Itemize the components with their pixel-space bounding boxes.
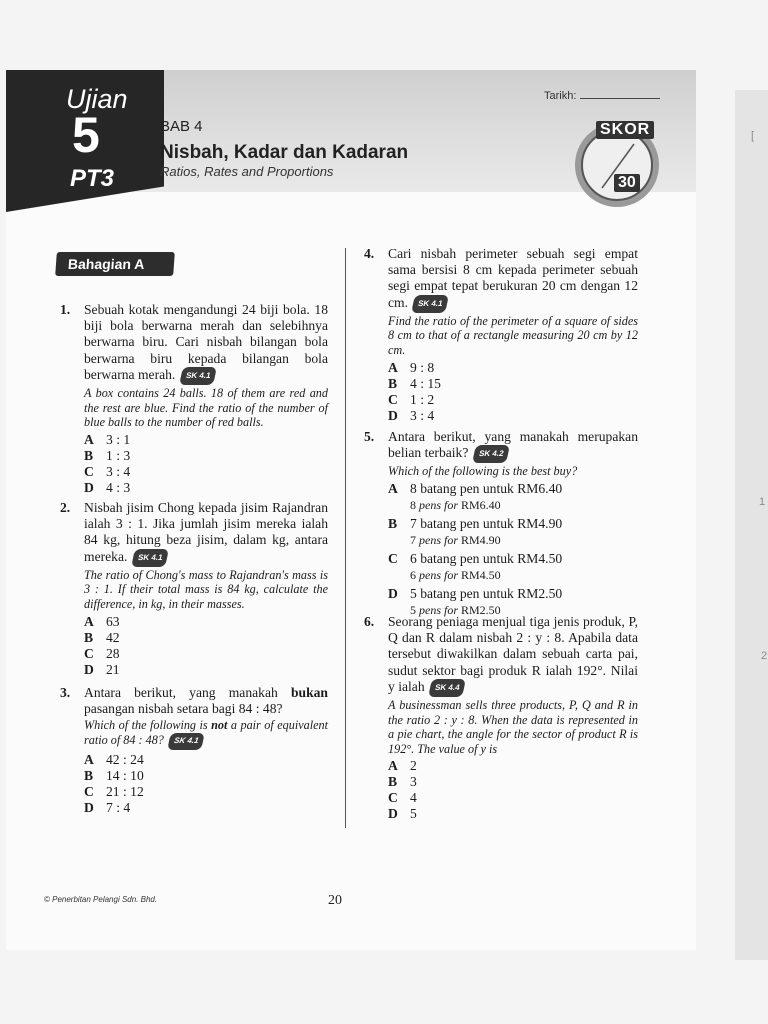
option-b[interactable]: B 42	[84, 629, 120, 645]
question-translation-part: Which of the following is	[84, 718, 208, 733]
ujian-number: 5	[72, 107, 100, 163]
option-d[interactable]: D 3 : 4	[388, 407, 435, 423]
question-number: 3.	[60, 685, 71, 700]
option-d[interactable]: D 5	[388, 806, 417, 822]
date-label: Tarikh:	[544, 90, 577, 102]
question-translation: A businessman sells three products, P, Q and R in the ratio 2 : y : 8. When the data is represented in a pie chart, the angle for the sector of product R is 192°. The value of y is	[388, 698, 638, 756]
option-a[interactable]: A 3 : 1	[84, 431, 131, 447]
page-title: Nisbah, Kadar dan Kadaran	[160, 142, 409, 163]
adjacent-page-edge	[735, 90, 768, 960]
option-b[interactable]: B 7 batang pen untuk RM4.90 7 pens for RM4.90	[388, 516, 563, 547]
skill-tag: SK 4.2	[472, 445, 510, 463]
option-b[interactable]: B 3	[388, 774, 417, 790]
skill-tag: SK 4.1	[131, 549, 169, 567]
option-d[interactable]: D 21	[84, 661, 120, 677]
margin-mark: 2	[761, 650, 768, 662]
option-c[interactable]: C 28	[84, 645, 120, 661]
chapter-label: BAB 4	[160, 118, 203, 135]
option-c[interactable]: C 6 batang pen untuk RM4.50 6 pens for RM4.50	[388, 551, 563, 582]
margin-mark: [	[751, 130, 755, 142]
question-number: 4.	[364, 246, 375, 261]
question-text-part: Antara berikut, yang manakah	[84, 685, 278, 700]
option-a[interactable]: A 42 : 24	[84, 751, 144, 767]
question-text: Sebuah kotak mengandungi 24 biji bola. 18 biji bola berwarna merah dan selebihnya berwarna biru. Cari nisbah bilangan bola berwarna biru kepada bilangan bola berwarna merah.	[84, 302, 328, 382]
skill-tag: SK 4.1	[411, 295, 449, 313]
question-4	[364, 246, 638, 424]
question-translation: Which of the following is the best buy?	[388, 464, 578, 479]
question-text-part: pasangan nisbah setara bagi 84 : 48?	[84, 701, 283, 717]
option-c[interactable]: C 21 : 12	[84, 783, 144, 799]
question-number: 1.	[60, 302, 71, 317]
option-a[interactable]: A 63	[84, 613, 120, 629]
question-3	[60, 685, 328, 816]
option-a[interactable]: A 8 batang pen untuk RM6.40 8 pens for RM6.40	[388, 481, 563, 512]
question-translation: The ratio of Chong's mass to Rajandran's mass is 3 : 1. If their total mass is 84 kg, calculate the difference, in kg, in their masses.	[84, 567, 328, 611]
skill-tag: SK 4.1	[167, 733, 205, 750]
exam-label: PT3	[70, 165, 115, 192]
page-number: 20	[328, 893, 342, 908]
question-text: Seorang peniaga menjual tiga jenis produk, P, Q dan R dalam nisbah 2 : y : 8. Apabila data tersebut diwakilkan dalam sebuah carta pai, sudut sektor bagi produk R ialah 192°. Nilai y ialah	[388, 614, 638, 694]
question-translation-emphasis: not	[211, 718, 228, 733]
question-translation: A box contains 24 balls. 18 of them are red and the rest are blue. Find the ratio of the number of blue balls to the number of red balls.	[84, 386, 328, 430]
question-2	[60, 500, 328, 678]
page-subtitle: Ratios, Rates and Proportions	[160, 164, 334, 179]
question-number: 6.	[364, 614, 375, 629]
question-number: 5.	[364, 429, 375, 444]
option-d[interactable]: D 5 batang pen untuk RM2.50 5 pens for RM2.50	[388, 586, 563, 617]
question-5	[364, 429, 638, 621]
question-text: Antara berikut, yang manakah merupakan belian terbaik?	[388, 429, 638, 461]
score-total: 30	[614, 174, 640, 192]
ujian-label: Ujian	[66, 84, 128, 114]
question-translation: Find the ratio of the perimeter of a square of sides 8 cm to that of a rectangle measuring 20 cm by 12 cm.	[388, 313, 638, 357]
option-b[interactable]: B 4 : 15	[388, 375, 441, 391]
question-number: 2.	[60, 500, 71, 515]
section-heading: Bahagian A	[55, 252, 175, 276]
question-1	[60, 302, 328, 496]
option-c[interactable]: C 1 : 2	[388, 391, 435, 407]
margin-mark: 1	[759, 496, 766, 508]
option-d[interactable]: D 4 : 3	[84, 479, 131, 495]
question-translation-part: a pair of equivalent ratio of 84 : 48?	[84, 718, 329, 747]
question-text-emphasis: bukan	[290, 685, 328, 700]
option-a[interactable]: A 9 : 8	[388, 359, 435, 375]
skill-tag: SK 4.4	[428, 679, 466, 697]
question-text: Cari nisbah perimeter sebuah segi empat sama bersisi 8 cm kepada perimeter sebuah segi empat tepat berukuran 20 cm dengan 12 cm.	[388, 246, 638, 310]
option-a[interactable]: A 2	[388, 758, 417, 774]
publisher-credit: © Penerbitan Pelangi Sdn. Bhd.	[44, 895, 158, 904]
option-c[interactable]: C 4	[388, 790, 417, 806]
date-field[interactable]	[544, 90, 660, 102]
option-d[interactable]: D 7 : 4	[84, 799, 131, 815]
option-b[interactable]: B 14 : 10	[84, 767, 144, 783]
question-6	[364, 614, 638, 822]
score-label: SKOR	[596, 121, 654, 139]
column-divider	[345, 248, 346, 828]
question-text: Nisbah jisim Chong kepada jisim Rajandran ialah 3 : 1. Jika jumlah jisim mereka ialah 84 kg, hitung beza jisim, dalam kg, antara mereka.	[84, 500, 328, 564]
option-c[interactable]: C 3 : 4	[84, 463, 131, 479]
date-line	[580, 98, 660, 99]
option-b[interactable]: B 1 : 3	[84, 447, 131, 463]
skill-tag: SK 4.1	[179, 367, 217, 385]
